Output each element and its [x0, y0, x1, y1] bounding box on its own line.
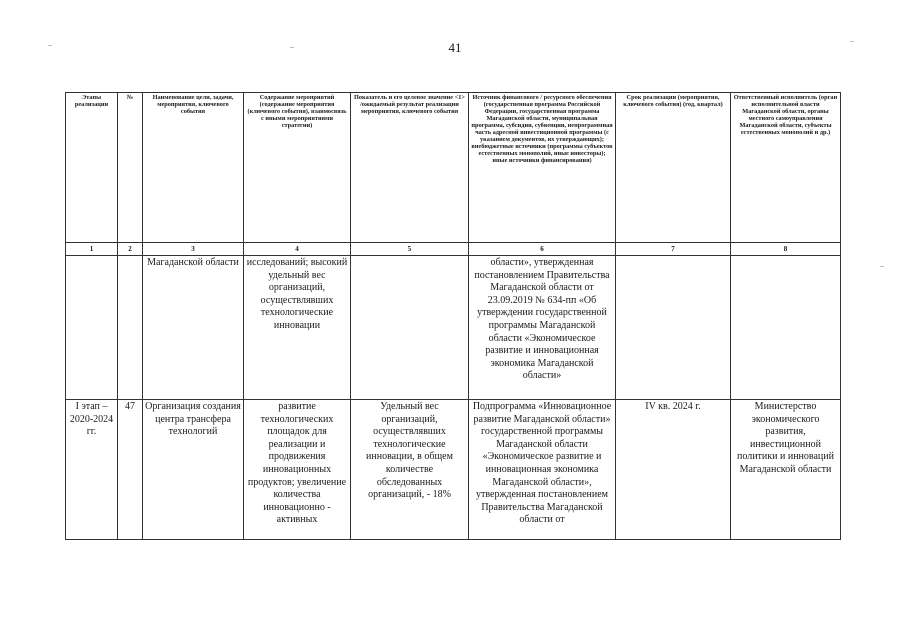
cell-term — [616, 256, 731, 400]
cell-name: Организация создания центра трансфера технологий — [143, 400, 244, 540]
page-number: 41 — [448, 40, 462, 55]
cell-stage — [66, 256, 118, 400]
header-indicator: Показатель и его целевое значение <1> /ожидаемый результат реализации мероприятия, ключевого события — [351, 93, 469, 243]
table-row — [66, 256, 841, 400]
column-number: 6 — [469, 243, 616, 256]
header-name: Наименование цели, задачи, мероприятия, ключевого события — [143, 93, 244, 243]
column-number: 8 — [731, 243, 841, 256]
cell-stage: I этап – 2020-2024 гг. — [66, 400, 118, 540]
scan-artifact — [880, 266, 884, 267]
header-source: Источник финансового / ресурсного обеспечения (государственная программа Российской Федерации, государственная программа Магаданской области, муниципальная программа, субсидии, субвенции, непрограммная часть адресной инвестиционной программы (с указанием документов, их утверждающих); внебюджетные источники (программы субъектов естественных монополий, иные инвесторы); иные источники финансирования) — [469, 93, 616, 243]
scan-artifact — [290, 47, 294, 48]
cell-executor — [731, 256, 841, 400]
column-number: 4 — [244, 243, 351, 256]
cell-content: развитие технологических площадок для реализации и продвижения инновационных продуктов; увеличение количества инновационно - активных — [244, 400, 351, 540]
table-row — [66, 400, 841, 540]
column-number: 3 — [143, 243, 244, 256]
header-number: № — [118, 93, 143, 243]
cell-name: Магаданской области — [143, 256, 244, 400]
column-number: 1 — [66, 243, 118, 256]
column-number-row — [66, 243, 841, 256]
header-row — [66, 93, 841, 243]
header-stage: Этапы реализации — [66, 93, 118, 243]
header-term: Срок реализации (мероприятия, ключевого события) (год, квартал) — [616, 93, 731, 243]
scan-artifact — [48, 45, 52, 46]
header-executor: Ответственный исполнитель (орган исполнительной власти Магаданской области, органы местного самоуправления Магаданской области, субъекты естественных монополий и др.) — [731, 93, 841, 243]
program-table — [65, 92, 841, 540]
cell-source: Подпрограмма «Инновационное развитие Магаданской области» государственной программы Магаданской области «Экономическое развитие и инновационная экономика Магаданской области», утвержденная постановлением Правительства Магаданской области от — [469, 400, 616, 540]
cell-number: 47 — [118, 400, 143, 540]
cell-term: IV кв. 2024 г. — [616, 400, 731, 540]
column-number: 7 — [616, 243, 731, 256]
cell-source: области», утвержденная постановлением Правительства Магаданской области от 23.09.2019 № 634-пп «Об утверждении государственной программы Магаданской области «Экономическое развитие и инновационная экономика Магаданской области» — [469, 256, 616, 400]
scan-artifact — [850, 41, 854, 42]
header-content: Содержание мероприятий (содержание мероприятия (ключевого события), взаимосвязь с иными мероприятиями стратегии) — [244, 93, 351, 243]
column-number: 5 — [351, 243, 469, 256]
cell-indicator — [351, 256, 469, 400]
cell-number — [118, 256, 143, 400]
cell-indicator: Удельный вес организаций, осуществлявших технологические инновации, в общем количестве обследованных организаций, - 18% — [351, 400, 469, 540]
column-number: 2 — [118, 243, 143, 256]
cell-content: исследований; высокий удельный вес организаций, осуществлявших технологические инновации — [244, 256, 351, 400]
cell-executor: Министерство экономического развития, инвестиционной политики и инноваций Магаданской области — [731, 400, 841, 540]
